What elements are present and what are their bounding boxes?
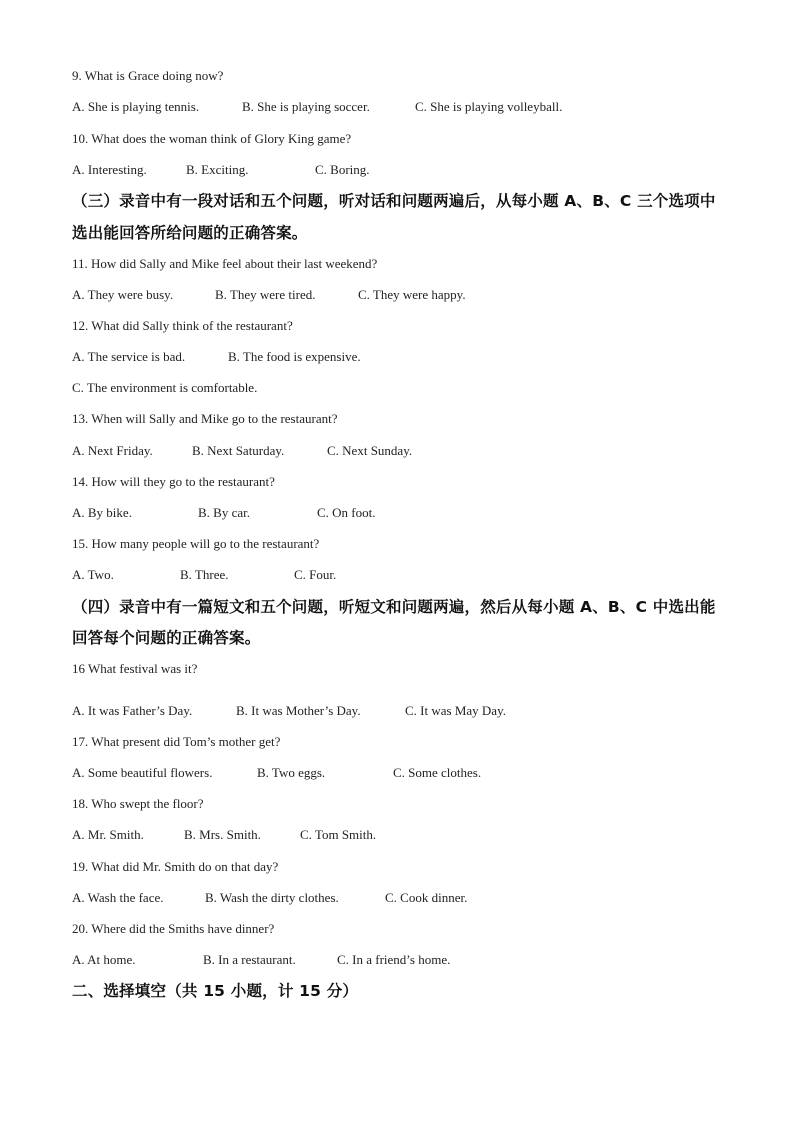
question-18-stem: 18. Who swept the floor? <box>72 796 204 811</box>
question-12-option-b: B. The food is expensive. <box>228 349 361 364</box>
question-9-option-a: A. She is playing tennis. <box>72 99 200 114</box>
question-14-option-a: A. By bike. <box>72 505 132 520</box>
question-17-stem: 17. What present did Tom’s mother get? <box>72 734 281 749</box>
question-20-option-b: B. In a restaurant. <box>203 952 296 967</box>
question-15-option-b: B. Three. <box>180 567 229 582</box>
question-16-stem: 16 What festival was it? <box>72 661 198 676</box>
question-11-option-b: B. They were tired. <box>215 287 316 302</box>
question-9-stem: 9. What is Grace doing now? <box>72 68 224 83</box>
question-13-option-b: B. Next Saturday. <box>192 443 285 458</box>
question-9-option-b: B. She is playing soccer. <box>242 99 370 114</box>
question-14-option-c: C. On foot. <box>317 505 376 520</box>
question-20-stem: 20. Where did the Smiths have dinner? <box>72 921 275 936</box>
question-11-option-c: C. They were happy. <box>358 287 466 302</box>
question-12-option-a: A. The service is bad. <box>72 349 186 364</box>
question-13-option-a: A. Next Friday. <box>72 443 153 458</box>
question-18-option-c: C. Tom Smith. <box>300 827 377 842</box>
question-20-option-a: A. At home. <box>72 952 136 967</box>
section-3-instruction-line-2: 选出能回答所给问题的正确答案。 <box>72 224 308 242</box>
question-10-stem: 10. What does the woman think of Glory King game? <box>72 131 352 146</box>
question-12-stem: 12. What did Sally think of the restaurant? <box>72 318 293 333</box>
section-3-instruction-line-1: （三）录音中有一段对话和五个问题，听对话和问题两遍后，从每小题 A、B、C 三个选项中 <box>72 192 716 210</box>
question-15-option-c: C. Four. <box>294 567 337 582</box>
section-4-instruction-line-1: （四）录音中有一篇短文和五个问题，听短文和问题两遍，然后从每小题 A、B、C 中选出能 <box>72 598 716 616</box>
question-15-stem: 15. How many people will go to the restaurant? <box>72 536 320 551</box>
question-11-option-a: A. They were busy. <box>72 287 174 302</box>
part-2-heading: 二、选择填空（共 15 小题，计 15 分） <box>72 982 359 1000</box>
question-10-option-c: C. Boring. <box>315 162 370 177</box>
question-10-option-a: A. Interesting. <box>72 162 147 177</box>
section-4-instruction-line-2: 回答每个问题的正确答案。 <box>72 629 261 647</box>
question-10-option-b: B. Exciting. <box>186 162 249 177</box>
question-12-option-c: C. The environment is comfortable. <box>72 380 258 395</box>
question-19-option-a: A. Wash the face. <box>72 890 164 905</box>
question-14-option-b: B. By car. <box>198 505 250 520</box>
question-20-option-c: C. In a friend’s home. <box>337 952 451 967</box>
question-18-option-a: A. Mr. Smith. <box>72 827 144 842</box>
question-16-option-c: C. It was May Day. <box>405 703 506 718</box>
question-16-option-b: B. It was Mother’s Day. <box>236 703 361 718</box>
question-18-option-b: B. Mrs. Smith. <box>184 827 261 842</box>
question-17-option-b: B. Two eggs. <box>257 765 326 780</box>
question-19-option-b: B. Wash the dirty clothes. <box>205 890 339 905</box>
question-9-option-c: C. She is playing volleyball. <box>415 99 563 114</box>
question-19-stem: 19. What did Mr. Smith do on that day? <box>72 859 279 874</box>
question-16-option-a: A. It was Father’s Day. <box>72 703 193 718</box>
question-17-option-a: A. Some beautiful flowers. <box>72 765 213 780</box>
question-13-option-c: C. Next Sunday. <box>327 443 413 458</box>
question-14-stem: 14. How will they go to the restaurant? <box>72 474 275 489</box>
question-11-stem: 11. How did Sally and Mike feel about their last weekend? <box>72 256 378 271</box>
question-17-option-c: C. Some clothes. <box>393 765 482 780</box>
question-15-option-a: A. Two. <box>72 567 114 582</box>
question-19-option-c: C. Cook dinner. <box>385 890 468 905</box>
question-13-stem: 13. When will Sally and Mike go to the restaurant? <box>72 411 338 426</box>
